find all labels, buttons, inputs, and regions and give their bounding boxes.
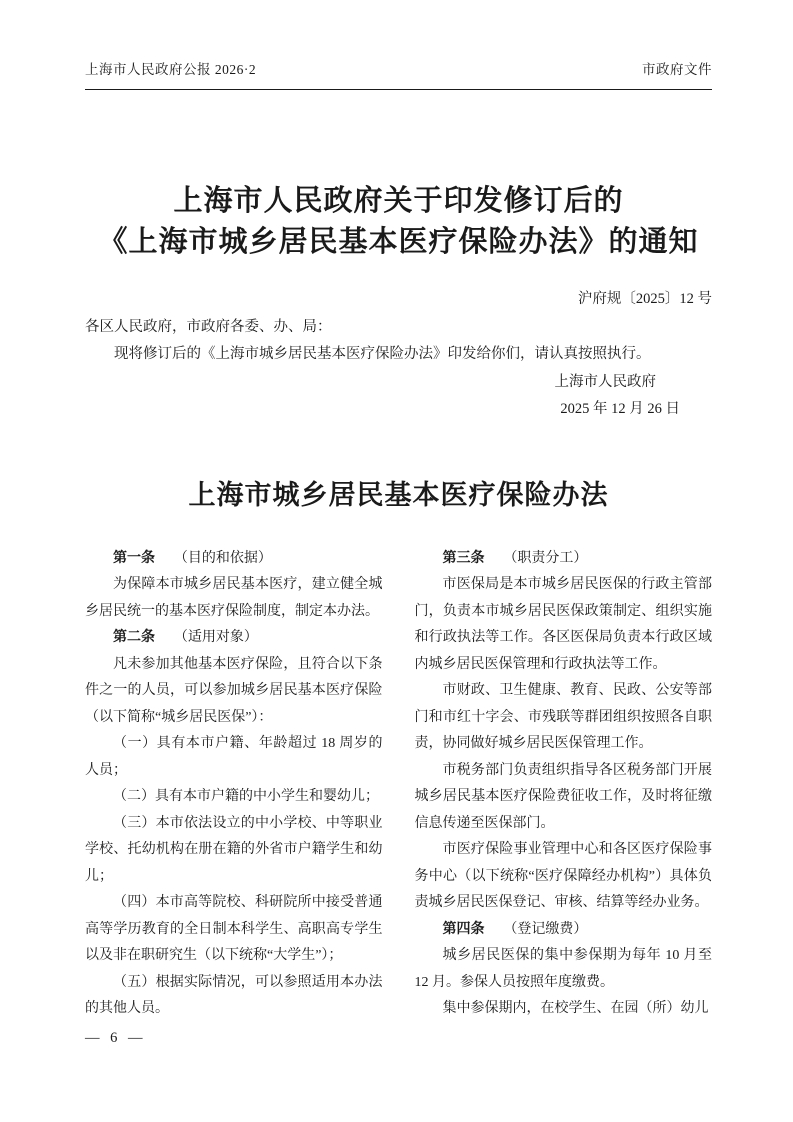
- left-column: [85, 546, 383, 1023]
- paragraph: 市医保局是本市城乡居民医保的行政主管部门，负责本市城乡居民医保政策制定、组织实施和行政执法等工作。各区医保局负责本行政区域内城乡居民医保管理和行政执法等工作。: [414, 577, 712, 672]
- paragraph: 市税务部门负责组织指导各区税务部门开展城乡居民基本医疗保险费征收工作，及时将征缴信息传递至医保部门。: [414, 762, 712, 831]
- paragraph: （一）具有本市户籍、年龄超过 18 周岁的人员；: [85, 736, 383, 778]
- article-heading: [85, 625, 383, 652]
- right-column: [415, 546, 713, 1023]
- paragraph: 为保障本市城乡居民基本医疗，建立健全城乡居民统一的基本医疗保险制度，制定本办法。: [85, 577, 383, 619]
- notice-body-paragraph: 现将修订后的《上海市城乡居民基本医疗保险办法》印发给你们，请认真按照执行。: [114, 346, 651, 362]
- article-heading: [415, 917, 713, 944]
- page-number: — 6 —: [85, 1029, 143, 1046]
- salutation: 各区人民政府，市政府各委、办、局：: [85, 318, 332, 335]
- article-number: 第二条: [113, 630, 155, 645]
- notice-title-line2: 《上海市城乡居民基本医疗保险办法》的通知: [98, 226, 699, 258]
- paragraph: 市医疗保险事业管理中心和各区医疗保险事务中心（以下统称“医疗保障经办机构”）具体负责城乡居民医保登记、审核、结算等经办业务。: [414, 842, 712, 910]
- document-number: 沪府规〔2025〕12 号: [577, 291, 712, 307]
- article-subject: （适用对象）: [173, 630, 258, 645]
- paragraph: （二）具有本市户籍的中小学生和婴幼儿；: [113, 789, 379, 804]
- page-footer: [85, 1030, 712, 1047]
- paragraph: （五）根据实际情况，可以参照适用本办法的其他人员。: [85, 974, 383, 1016]
- article-number: 第三条: [442, 550, 485, 566]
- header-gazette-title: 上海市人民政府公报 2026·2: [85, 62, 257, 77]
- paragraph: 城乡居民医保的集中参保期为每年 10 月至 12 月。参保人员按照年度缴费。: [414, 948, 712, 990]
- article-subject: （目的和依据）: [173, 550, 272, 566]
- paragraph: 市财政、卫生健康、教育、民政、公安等部门和市红十字会、市残联等群团组织按照各自职责，协同做好城乡居民医保管理工作。: [414, 683, 712, 751]
- notice-block: [85, 286, 712, 424]
- article-number: 第一条: [113, 550, 155, 566]
- header-rule: [85, 89, 712, 90]
- article-number: 第四条: [442, 921, 485, 937]
- header-section-label: 市政府文件: [642, 62, 712, 77]
- notice-title: [85, 181, 712, 263]
- signature-date: 2025 年 12 月 26 日: [560, 401, 680, 417]
- article-heading: [85, 546, 383, 573]
- paragraph: （四）本市高等院校、科研院所中接受普通高等学历教育的全日制本科学生、高职高专学生以及非在职研究生（以下统称“大学生”）；: [85, 895, 383, 963]
- article-subject: （登记缴费）: [503, 921, 588, 937]
- signature-issuer: 上海市人民政府: [554, 373, 656, 390]
- paragraph: （三）本市依法设立的中小学校、中等职业学校、托幼机构在册在籍的外省市户籍学生和幼儿；: [85, 815, 383, 884]
- article-heading: [415, 546, 713, 573]
- paragraph: 凡未参加其他基本医疗保险，且符合以下条件之一的人员，可以参加城乡居民基本医疗保险（以下简称“城乡居民医保”）：: [85, 656, 383, 725]
- regulation-columns: [85, 546, 712, 1023]
- notice-title-line1: 上海市人民政府关于印发修订后的: [173, 185, 624, 217]
- article-subject: （职责分工）: [503, 550, 588, 566]
- paragraph: 集中参保期内，在校学生、在园（所）幼儿: [442, 1001, 709, 1016]
- regulation-title: 上海市城乡居民基本医疗保险办法: [188, 479, 609, 510]
- page-header: [85, 0, 712, 78]
